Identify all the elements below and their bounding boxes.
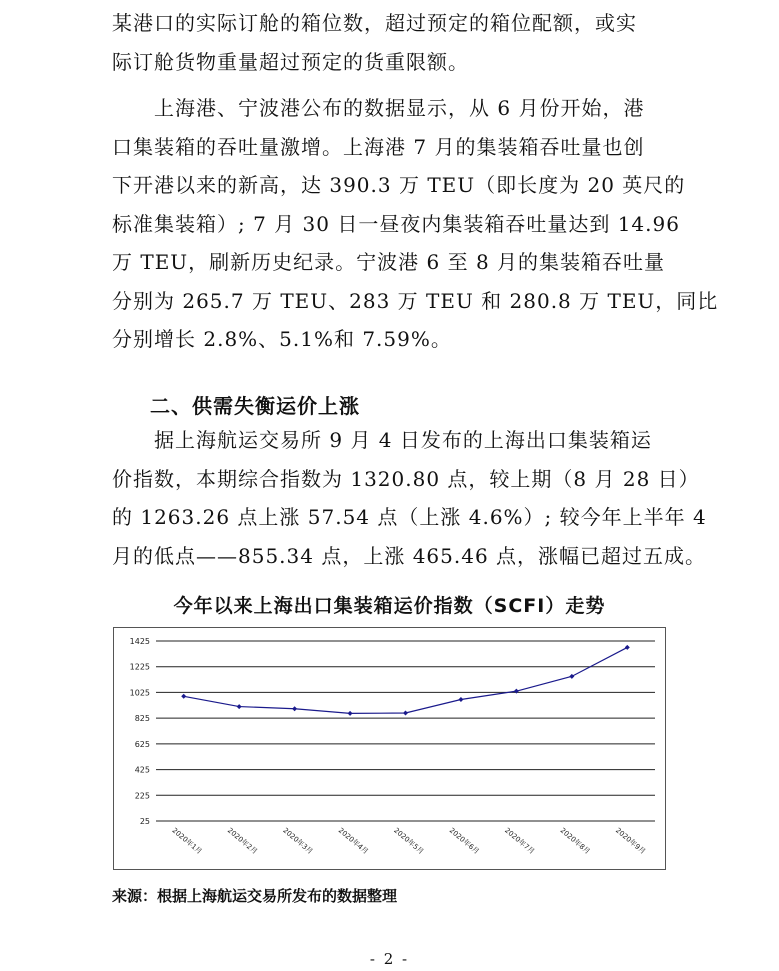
y-tick-label: 1025 — [129, 688, 150, 698]
text-line: 口集装箱的吞吐量激增。上海港 7 月的集装箱吞吐量也创 — [112, 134, 645, 159]
y-tick-label: 425 — [134, 765, 150, 775]
text-line: 上海港、宁波港公布的数据显示，从 6 月份开始，港 — [112, 96, 645, 120]
data-point — [348, 711, 353, 716]
y-tick-label: 625 — [134, 739, 150, 749]
x-tick-label: 2020年6月 — [447, 826, 481, 856]
data-point — [569, 674, 574, 679]
data-point — [403, 711, 408, 716]
text-line: 分别为 265.7 万 TEU、283 万 TEU 和 280.8 万 TEU，同比 — [112, 288, 719, 313]
text-line: 分别增长 2.8%、5.1%和 7.59%。 — [112, 327, 452, 351]
x-tick-label: 2020年1月 — [170, 826, 204, 856]
text-line: 月的低点——855.34 点，上涨 465.46 点，涨幅已超过五成。 — [112, 543, 707, 568]
y-tick-label: 225 — [134, 791, 150, 801]
paragraph-freight-index — [112, 421, 707, 575]
text-line: 下开港以来的新高，达 390.3 万 TEU（即长度为 20 英尺的 — [112, 173, 686, 197]
text-line: 标准集装箱）; 7 月 30 日一昼夜内集装箱吞吐量达到 14.96 — [112, 211, 680, 236]
x-tick-label: 2020年5月 — [392, 826, 426, 856]
text-line: 的 1263.26 点上涨 57.54 点（上涨 4.6%）; 较今年上半年 4 — [112, 505, 707, 529]
text-line: 据上海航运交易所 9 月 4 日发布的上海出口集装箱运 — [112, 428, 652, 452]
page-number: - 2 - — [369, 950, 410, 968]
x-tick-label: 2020年4月 — [336, 826, 370, 856]
data-point — [237, 704, 242, 709]
chart-title: 今年以来上海出口集装箱运价指数（SCFI）走势 — [173, 595, 606, 617]
source-note: 来源：根据上海航运交易所发布的数据整理 — [112, 887, 398, 905]
chart-frame — [113, 627, 666, 870]
series-line — [184, 647, 628, 713]
x-tick-label: 2020年7月 — [503, 826, 537, 856]
x-tick-label: 2020年2月 — [225, 826, 259, 856]
y-tick-label: 25 — [139, 817, 150, 826]
x-tick-label: 2020年3月 — [281, 826, 315, 856]
text-line: 万 TEU，刷新历史纪录。宁波港 6 至 8 月的集装箱吞吐量 — [112, 250, 666, 274]
paragraph-port-throughput — [112, 89, 719, 359]
y-tick-label: 1425 — [129, 637, 150, 646]
data-point — [625, 645, 630, 650]
data-point — [292, 706, 297, 711]
y-tick-label: 1225 — [129, 662, 150, 672]
scfi-line-chart — [114, 628, 665, 869]
y-tick-label: 825 — [134, 714, 150, 724]
data-point — [181, 694, 186, 699]
paragraph-continuation — [112, 4, 668, 81]
x-tick-label: 2020年8月 — [558, 826, 592, 856]
section-heading: 二、供需失衡运价上涨 — [150, 394, 360, 418]
text-line: 际订舱货物重量超过预定的货重限额。 — [112, 49, 469, 74]
data-point — [458, 697, 463, 702]
text-line: 价指数，本期综合指数为 1320.80 点，较上期（8 月 28 日） — [112, 466, 700, 491]
text-line: 某港口的实际订舱的箱位数，超过预定的箱位配额，或实 — [112, 11, 637, 35]
x-tick-label: 2020年9月 — [613, 826, 647, 856]
